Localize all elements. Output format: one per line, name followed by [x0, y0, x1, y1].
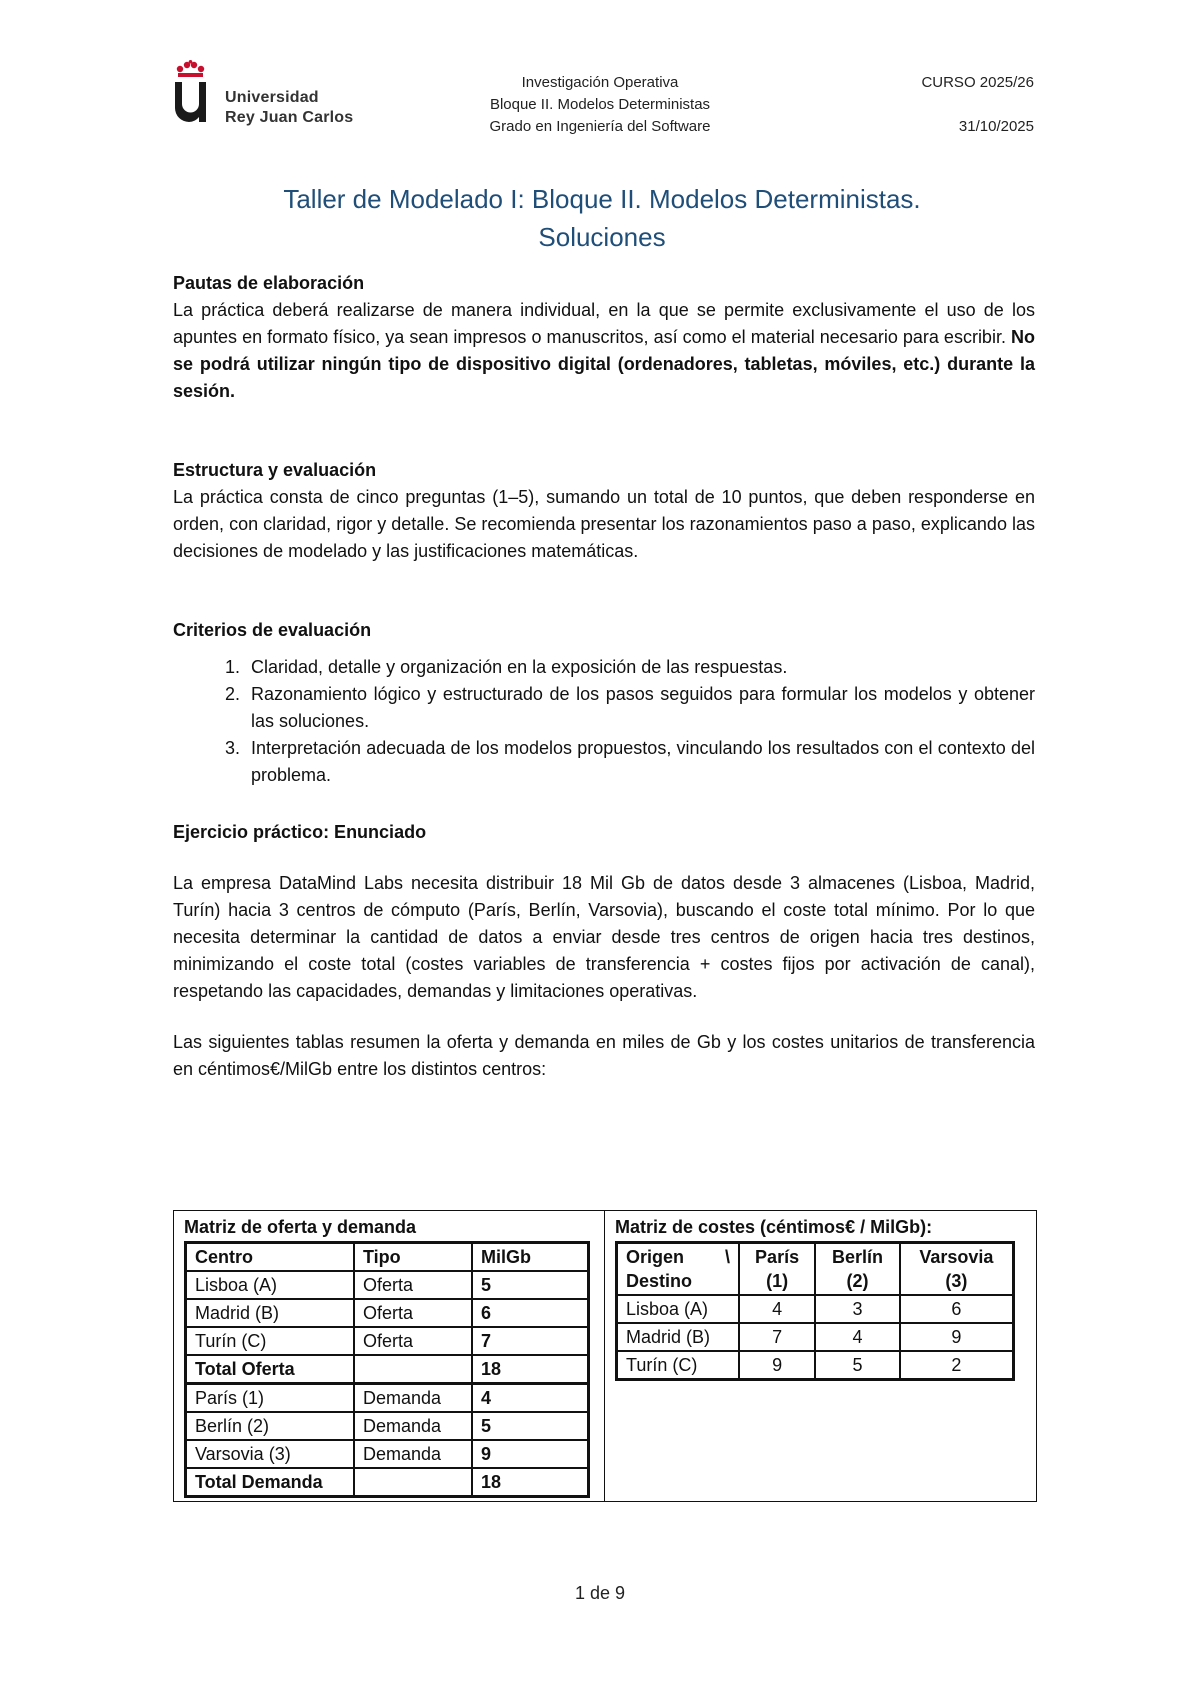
table-cell: 4	[739, 1295, 815, 1323]
table-cell	[354, 1355, 472, 1384]
title-line2: Soluciones	[538, 222, 666, 252]
corner-header-line1: Origen \	[626, 1247, 730, 1267]
criteria-list	[173, 654, 1035, 789]
section-heading: Ejercicio práctico: Enunciado	[173, 822, 427, 842]
costs-cell	[605, 1211, 1036, 1501]
table-row	[186, 1440, 589, 1468]
table-cell: 7	[739, 1323, 815, 1351]
list-item: 2. Razonamiento lógico y estructurado de los pasos seguidos para formular los modelos y obtener las soluciones.	[245, 681, 1035, 735]
table-cell	[354, 1468, 472, 1497]
header-block-line: Bloque II. Modelos Deterministas	[489, 96, 711, 113]
column-header-line1: Varsovia	[919, 1247, 994, 1267]
table-cell: Demanda	[354, 1412, 472, 1440]
column-header-line2: (1)	[766, 1271, 789, 1291]
header-subject	[430, 72, 770, 138]
data-tables	[173, 1210, 1037, 1502]
table-cell: 4	[472, 1384, 589, 1413]
table-row	[186, 1327, 589, 1355]
table-cell: 6	[900, 1295, 1014, 1323]
table-cell: Madrid (B)	[617, 1323, 740, 1351]
column-header-line2: (3)	[945, 1271, 968, 1291]
total-demand-row	[186, 1468, 589, 1497]
university-name-line2: Rey Juan Carlos	[225, 109, 354, 126]
offer-demand-table	[184, 1241, 590, 1498]
column-header	[815, 1243, 900, 1296]
column-header: Centro	[186, 1243, 355, 1272]
costs-table	[615, 1241, 1015, 1381]
document-title	[170, 180, 1034, 256]
table-cell: 2	[900, 1351, 1014, 1380]
offer-demand-cell	[174, 1211, 605, 1501]
table-cell: 5	[815, 1351, 900, 1380]
table-cell: Total Oferta	[186, 1355, 355, 1384]
column-header: Tipo	[354, 1243, 472, 1272]
table-cell: París (1)	[186, 1384, 355, 1413]
header-degree-line: Grado en Ingeniería del Software	[489, 118, 711, 135]
list-item: 1. Claridad, detalle y organización en la exposición de las respuestas.	[245, 654, 1035, 681]
corner-header-line2: Destino	[626, 1271, 693, 1291]
table-cell: 9	[739, 1351, 815, 1380]
section-paragraph: La empresa DataMind Labs necesita distribuir 18 Mil Gb de datos desde 3 almacenes (Lisboa, Madrid, Turín) hacia 3 centros de cómputo (París, Berlín, Varsovia), buscando el coste total mínimo. Por lo que necesita determinar la cantidad de datos a enviar desde tres centros de origen hacia tres destinos, minimizando el coste total (costes variables de transferencia + costes fijos por activación de canal), respetando las capacidades, demandas y limitaciones operativas.	[173, 873, 1035, 1001]
university-crest-icon	[170, 60, 214, 124]
column-header	[900, 1243, 1014, 1296]
table-cell: Turín (C)	[617, 1351, 740, 1380]
page-number: 1 de 9	[574, 1583, 626, 1603]
section-heading: Pautas de elaboración	[173, 273, 365, 293]
table-cell: Total Demanda	[186, 1468, 355, 1497]
table-row	[617, 1323, 1014, 1351]
column-header-line2: (2)	[846, 1271, 869, 1291]
section-paragraph	[173, 297, 1035, 405]
table-cell: 3	[815, 1295, 900, 1323]
column-header	[739, 1243, 815, 1296]
table-cell: Demanda	[354, 1440, 472, 1468]
table-row	[186, 1412, 589, 1440]
table-cell: Lisboa (A)	[186, 1271, 355, 1299]
table-cell: 7	[472, 1327, 589, 1355]
section-heading: Criterios de evaluación	[173, 620, 372, 640]
column-header-line1: Berlín	[832, 1247, 884, 1267]
table-cell: Lisboa (A)	[617, 1295, 740, 1323]
table-cell: 4	[815, 1323, 900, 1351]
table-row	[186, 1271, 589, 1299]
column-header-line1: París	[755, 1247, 800, 1267]
header-subject-line: Investigación Operativa	[521, 74, 679, 91]
table-cell: Oferta	[354, 1299, 472, 1327]
table-cell: Turín (C)	[186, 1327, 355, 1355]
offer-demand-caption: Matriz de oferta y demanda	[184, 1217, 417, 1237]
table-cell: Oferta	[354, 1271, 472, 1299]
table-row	[617, 1295, 1014, 1323]
column-header: MilGb	[472, 1243, 589, 1272]
section-criterios	[173, 617, 1035, 789]
table-row	[186, 1384, 589, 1413]
table-row	[186, 1299, 589, 1327]
header-date: 31/10/2025	[958, 118, 1034, 135]
section-estructura	[173, 457, 1035, 565]
section-heading: Estructura y evaluación	[173, 460, 377, 480]
table-row	[617, 1351, 1014, 1380]
table-cell: 9	[472, 1440, 589, 1468]
document-body	[173, 270, 1035, 1083]
table-cell: 5	[472, 1412, 589, 1440]
costs-caption: Matriz de costes (céntimos€ / MilGb):	[615, 1217, 933, 1237]
table-cell: Varsovia (3)	[186, 1440, 355, 1468]
table-cell: 6	[472, 1299, 589, 1327]
section-pautas	[173, 270, 1035, 405]
total-offer-row	[186, 1355, 589, 1384]
header-course: CURSO 2025/26	[921, 74, 1034, 91]
table-cell: Oferta	[354, 1327, 472, 1355]
table-cell: 18	[472, 1468, 589, 1497]
table-cell: 5	[472, 1271, 589, 1299]
section-paragraph: La práctica consta de cinco preguntas (1–5), sumando un total de 10 puntos, que deben responderse en orden, con claridad, rigor y detalle. Se recomienda presentar los razonamientos paso a paso, explicando las decisiones de modelado y las justificaciones matemáticas.	[173, 487, 1035, 561]
table-cell: 9	[900, 1323, 1014, 1351]
paragraph-bold-text: No se podrá utilizar ningún tipo de dispositivo digital (ordenadores, tabletas, móviles, etc.) durante la sesión.	[173, 327, 1035, 401]
paragraph-text: La práctica deberá realizarse de manera individual, en la que se permite exclusivamente el uso de los apuntes en formato físico, ya sean impresos o manuscritos, así como el material necesario para escribir.	[173, 300, 1035, 347]
university-name	[225, 88, 353, 128]
title-line1: Taller de Modelado I: Bloque II. Modelos Deterministas.	[283, 184, 921, 214]
header-course-info	[921, 72, 1034, 138]
section-ejercicio	[173, 819, 1035, 1083]
university-name-line1: Universidad	[225, 89, 319, 106]
table-header-row	[617, 1243, 1014, 1296]
table-cell: 18	[472, 1355, 589, 1384]
table-cell: Madrid (B)	[186, 1299, 355, 1327]
university-logo	[170, 60, 370, 140]
table-header-row	[186, 1243, 589, 1272]
corner-header	[617, 1243, 740, 1296]
table-cell: Demanda	[354, 1384, 472, 1413]
list-item: 3. Interpretación adecuada de los modelos propuestos, vinculando los resultados con el contexto del problema.	[245, 735, 1035, 789]
table-cell: Berlín (2)	[186, 1412, 355, 1440]
section-paragraph: Las siguientes tablas resumen la oferta y demanda en miles de Gb y los costes unitarios de transferencia en céntimos€/MilGb entre los distintos centros:	[173, 1032, 1035, 1079]
